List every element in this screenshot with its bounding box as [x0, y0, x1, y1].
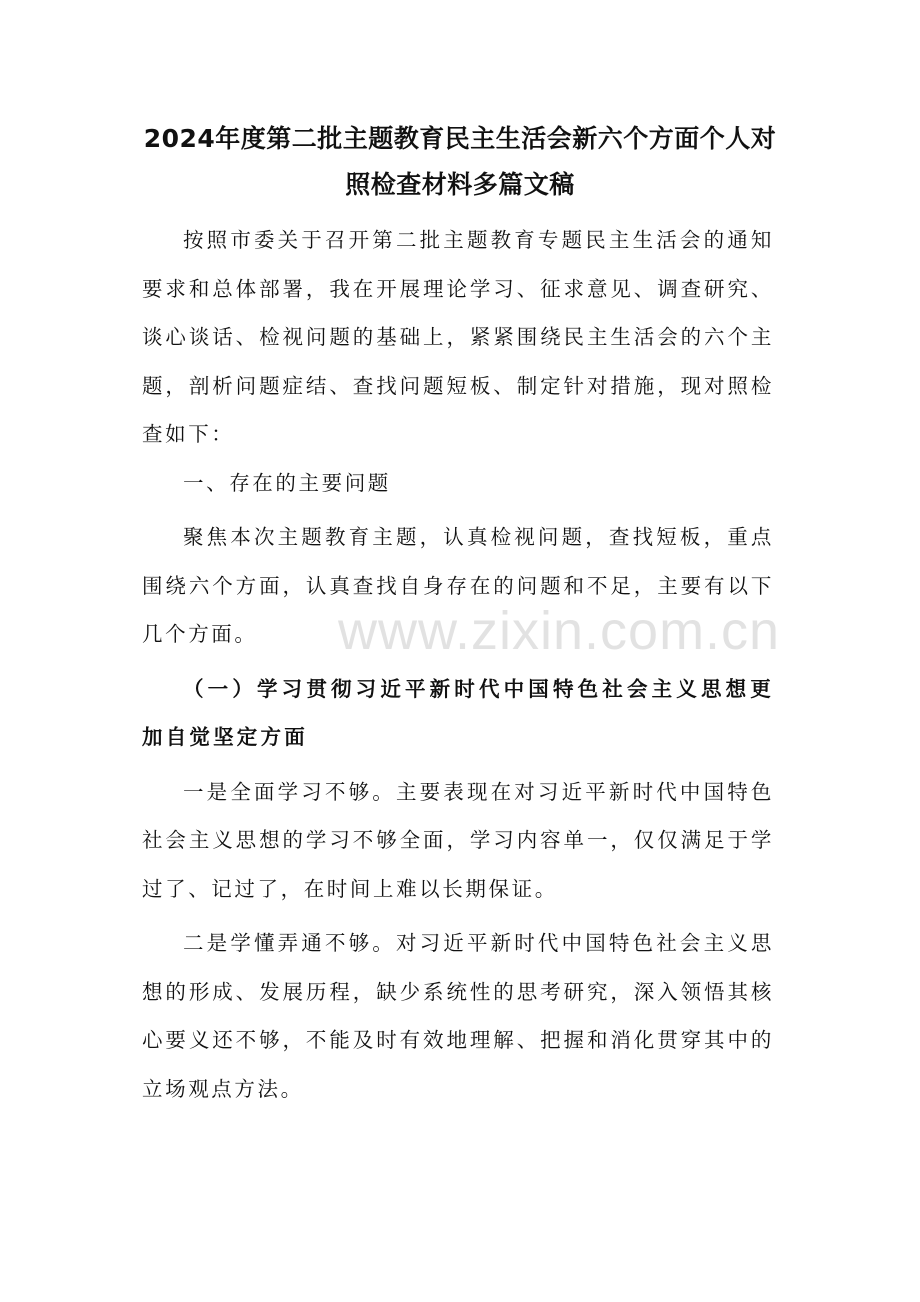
document-body	[142, 216, 774, 1113]
paragraph-point-two: 二是学懂弄通不够。对习近平新时代中国特色社会主义思想的形成、发展历程，缺少系统性的思考研究，深入领悟其核心要义还不够，不能及时有效地理解、把握和消化贯穿其中的立场观点方法。	[142, 931, 774, 1101]
section-heading-main-problems: 一、存在的主要问题	[183, 470, 391, 495]
paragraph-point-one: 一是全面学习不够。主要表现在对习近平新时代中国特色社会主义思想的学习不够全面，学习内容单一，仅仅满足于学过了、记过了，在时间上难以长期保证。	[142, 779, 774, 901]
subsection-heading-study: （一）学习贯彻习近平新时代中国特色社会主义思想更加自觉坚定方面	[142, 676, 774, 749]
paragraph-intro: 按照市委关于召开第二批主题教育专题民主生活会的通知要求和总体部署，我在开展理论学习、征求意见、调查研究、谈心谈话、检视问题的基础上，紧紧围绕民主生活会的六个主题，剖析问题症结、查找问题短板、制定针对措施，现对照检查如下：	[142, 228, 774, 446]
paragraph-focus: 聚焦本次主题教育主题，认真检视问题，查找短板，重点围绕六个方面，认真查找自身存在的问题和不足，主要有以下几个方面。	[142, 525, 774, 646]
document-title: 2024年度第二批主题教育民主生活会新六个方面个人对照检查材料多篇文稿	[143, 124, 777, 199]
watermark-text: www.zixin.com.cn	[338, 601, 781, 661]
